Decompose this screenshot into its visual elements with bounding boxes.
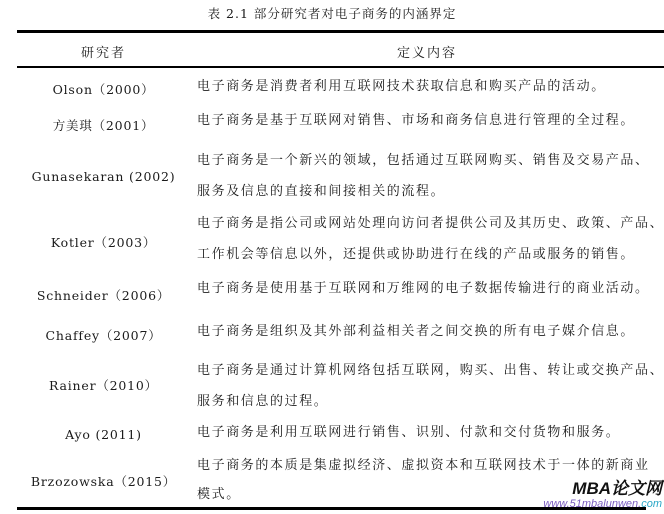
researcher-cell: Schneider（2006）: [36, 288, 171, 303]
table-row: [17, 416, 664, 452]
table-row: [17, 104, 664, 140]
table-row: [17, 272, 664, 308]
table-row: [17, 354, 664, 420]
table-header: [17, 33, 664, 66]
researcher-cell: 方美琪（2001）: [52, 118, 155, 133]
definition-line: 电子商务的本质是集虚拟经济、虚拟资本和互联网技术于一体的新商业: [197, 458, 650, 473]
researcher-cell: Ayo (2011): [65, 427, 142, 442]
header-definition: 定义内容: [396, 46, 457, 61]
table-row: [17, 207, 664, 273]
researcher-cell: Olson（2000）: [52, 82, 155, 97]
definition-line: 模式。: [197, 487, 241, 502]
researcher-cell: Gunasekaran (2002): [31, 169, 176, 184]
definition-line: 电子商务是一个新兴的领域，包括通过互联网购买、销售及交易产品、: [197, 153, 650, 168]
definition-line: 电子商务是组织及其外部利益相关者之间交换的所有电子媒介信息。: [197, 324, 636, 339]
table-row: [17, 315, 664, 351]
researcher-cell: Brzozowska（2015）: [30, 474, 177, 489]
definition-line: 电子商务是消费者利用互联网技术获取信息和购买产品的活动。: [197, 79, 606, 94]
definition-line: 服务和信息的过程。: [197, 394, 329, 409]
watermark: [543, 480, 662, 510]
researcher-cell: Kotler（2003）: [50, 235, 157, 250]
header-researcher: 研究者: [80, 46, 126, 61]
table-row: [17, 70, 664, 106]
researcher-cell: Rainer（2010）: [49, 378, 158, 393]
table-header-rule: [17, 66, 664, 68]
watermark-url-prefix: www.51mbalunwen.: [543, 498, 642, 510]
watermark-url-suffix: com: [641, 498, 662, 510]
definition-line: 电子商务是利用互联网进行销售、识别、付款和交付货物和服务。: [197, 425, 621, 440]
definition-line: 服务及信息的直接和间接相关的流程。: [197, 184, 446, 199]
definition-line: 电子商务是使用基于互联网和万维网的电子数据传输进行的商业活动。: [197, 281, 650, 296]
definition-line: 工作机会等信息以外，还提供或协助进行在线的产品或服务的销售。: [197, 247, 636, 262]
watermark-url: [543, 498, 662, 510]
watermark-brand: MBA论文网: [572, 479, 662, 498]
definition-line: 电子商务是指公司或网站处理向访问者提供公司及其历史、政策、产品、: [197, 216, 664, 231]
researcher-cell: Chaffey（2007）: [45, 328, 162, 343]
definition-line: 电子商务是通过计算机网络包括互联网，购买、出售、转让或交换产品、: [197, 363, 664, 378]
table-caption: 表 2.1 部分研究者对电子商务的内涵界定: [207, 6, 457, 21]
table-row: [17, 144, 664, 210]
definition-line: 电子商务是基于互联网对销售、市场和商务信息进行管理的全过程。: [197, 113, 636, 128]
